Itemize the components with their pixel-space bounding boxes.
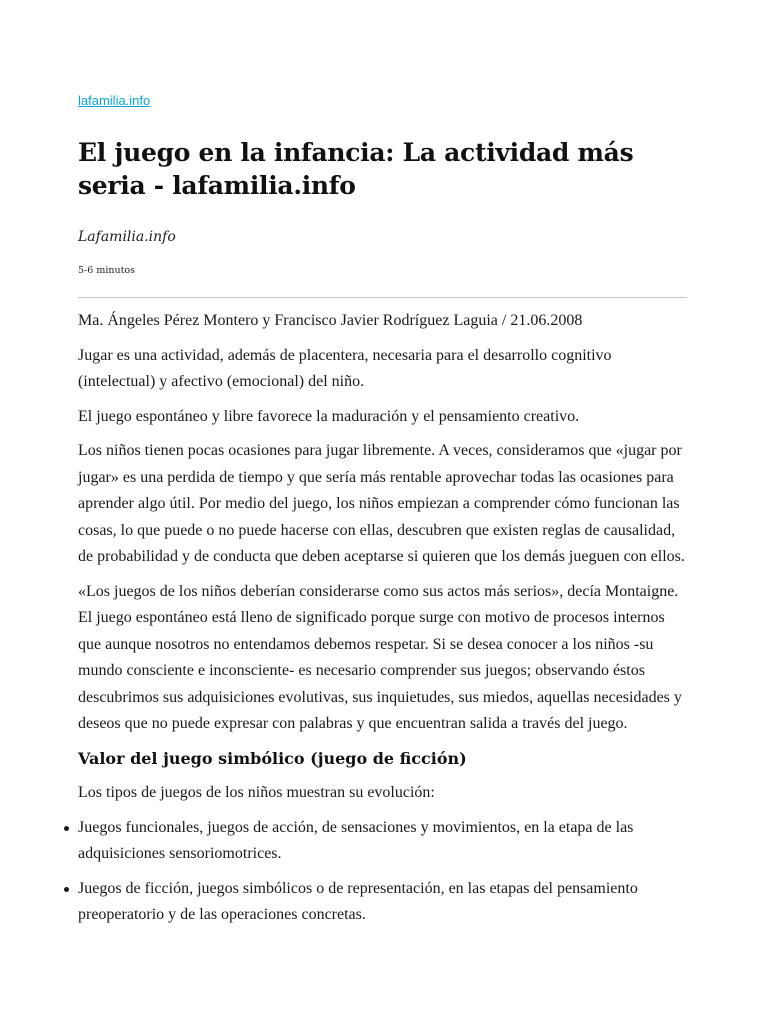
site-name: Lafamilia.info (78, 229, 176, 245)
list-item: Juegos funcionales, juegos de acción, de sensaciones y movimientos, en la etapa de las adquisiciones sensoriomotrices. (78, 815, 690, 868)
paragraph: El juego espontáneo y libre favorece la maduración y el pensamiento creativo. (78, 407, 580, 425)
header-divider (78, 297, 687, 298)
article-body (78, 308, 690, 937)
paragraph: Los niños tienen pocas ocasiones para jugar libremente. A veces, consideramos que «jugar por jugar» es una perdida de tiempo y que sería más rentable aprovechar todas las ocasiones para aprender algo útil. Por medio del juego, los niños empiezan a comprender cómo funcionan las cosas, lo que puede o no puede hacerse con ellas, descubren que existen reglas de causalidad, de probabilidad y de conducta que deben aceptarse si quieren que los demás jueguen con ellos. (78, 442, 685, 565)
section-heading: Valor del juego simbólico (juego de ficción) (78, 748, 467, 768)
byline: Ma. Ángeles Pérez Montero y Francisco Javier Rodríguez Laguia / 21.06.2008 (78, 312, 583, 329)
section-intro: Los tipos de juegos de los niños muestran su evolución: (78, 784, 435, 801)
paragraph: Jugar es una actividad, además de placentera, necesaria para el desarrollo cognitivo (intelectual) y afectivo (emocional) del niño. (78, 346, 612, 390)
article-title: El juego en la infancia: La actividad más seria - lafamilia.info (78, 138, 634, 200)
source-link[interactable]: lafamilia.info (78, 93, 151, 108)
game-types-list (78, 815, 690, 929)
paragraph: «Los juegos de los niños deberían considerarse como sus actos más serios», decía Montaigne. El juego espontáneo está lleno de significado porque surge con motivo de procesos internos que aunque nosotros no entendamos debemos respetar. Si se desea conocer a los niños -su mundo consciente e inconsciente- es necesario comprender sus juegos; observando éstos descubrimos sus adquisiciones evolutivas, sus inquietudes, sus miedos, aquellas necesidades y deseos que no puede expresar con palabras y que encuentran salida a través del juego. (78, 582, 682, 732)
list-item: Juegos de ficción, juegos simbólicos o de representación, en las etapas del pensamiento preoperatorio y de las operaciones concretas. (78, 876, 690, 929)
reading-time: 5-6 minutos (78, 265, 136, 276)
